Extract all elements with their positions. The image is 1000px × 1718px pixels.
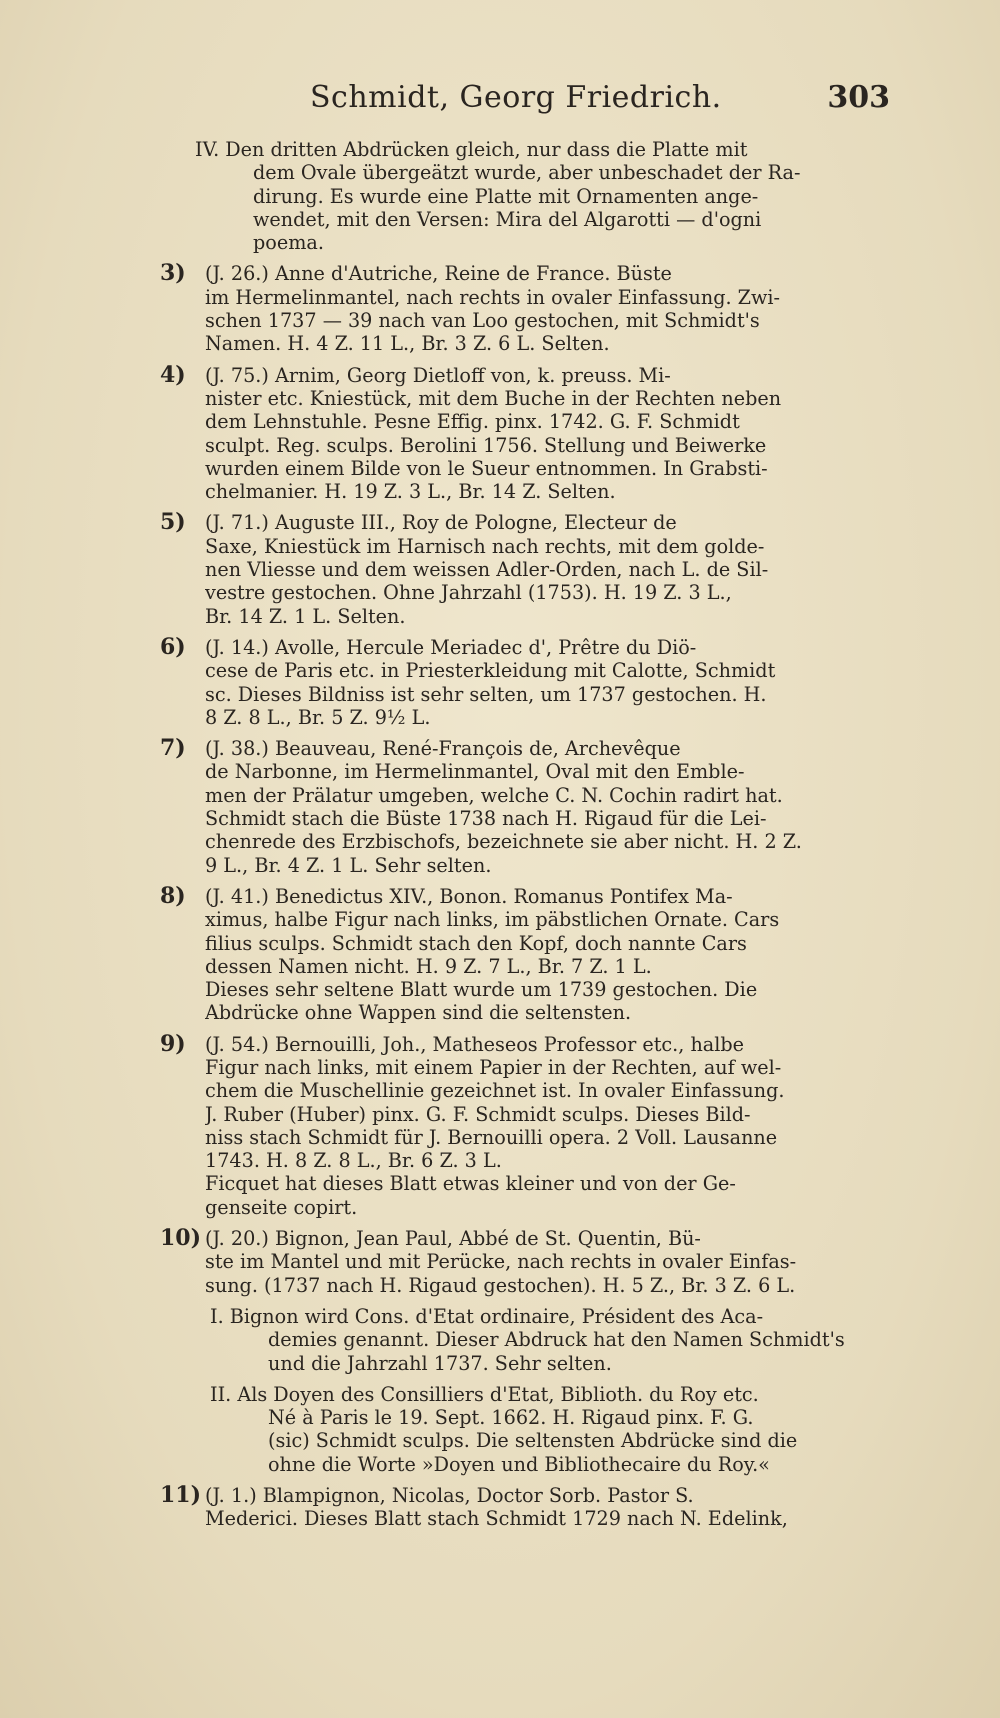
text-line: men der Prälatur umgeben, welche C. N. Cochin radirt hat. — [205, 783, 783, 807]
text-line: (J. 26.) Anne d'Autriche, Reine de France. Büste — [205, 262, 672, 286]
catalogue-entry — [160, 1030, 885, 1219]
text-line: sculpt. Reg. sculps. Berolini 1756. Stellung und Beiwerke — [205, 433, 767, 457]
text-line: Dieses sehr seltene Blatt wurde um 1739 gestochen. Die — [205, 978, 758, 1002]
text-line: Br. 14 Z. 1 L. Selten. — [205, 604, 406, 628]
text-line: ste im Mantel und mit Perücke, nach rechts in ovaler Einfas- — [205, 1250, 797, 1274]
text-line: dem Lehnstuhle. Pesne Effig. pinx. 1742. G. F. Schmidt — [205, 410, 740, 434]
text-line: (J. 20.) Bignon, Jean Paul, Abbé de St. Quentin, Bü- — [205, 1227, 701, 1251]
text-line: sung. (1737 nach H. Rigaud gestochen). H. 5 Z., Br. 3 Z. 6 L. — [205, 1273, 796, 1297]
entry-number: 6) — [160, 633, 186, 660]
text-line: dessen Namen nicht. H. 9 Z. 7 L., Br. 7 Z. 1 L. — [205, 954, 652, 978]
text-line: (J. 1.) Blampignon, Nicolas, Doctor Sorb. Pastor S. — [205, 1484, 694, 1508]
text-line: demies genannt. Dieser Abdruck hat den Namen Schmidt's — [268, 1328, 845, 1352]
catalogue-entry — [160, 633, 885, 729]
entry-number: 8) — [160, 882, 186, 909]
text-line: cese de Paris etc. in Priesterkleidung mit Calotte, Schmidt — [205, 659, 776, 683]
text-line: filius sculps. Schmidt stach den Kopf, doch nannte Cars — [205, 931, 747, 955]
text-line: (J. 54.) Bernouilli, Joh., Matheseos Professor etc., halbe — [205, 1032, 745, 1056]
catalogue-entry — [160, 511, 885, 627]
text-line: und die Jahrzahl 1737. Sehr selten. — [268, 1351, 612, 1375]
running-title: Schmidt, Georg Friedrich. — [310, 80, 722, 115]
state-description — [160, 1383, 885, 1476]
page-header — [200, 72, 890, 122]
text-line: Figur nach links, mit einem Papier in der Rechten, auf wel- — [205, 1055, 782, 1079]
text-line: dirung. Es wurde eine Platte mit Ornamenten ange- — [253, 184, 759, 208]
text-line: Saxe, Kniestück im Harnisch nach rechts, mit dem golde- — [205, 534, 765, 558]
entry-number: 4) — [160, 361, 186, 388]
catalogue-entry — [160, 882, 885, 1025]
text-line: Namen. H. 4 Z. 11 L., Br. 3 Z. 6 L. Selten. — [205, 332, 610, 356]
text-line: 8 Z. 8 L., Br. 5 Z. 9½ L. — [205, 705, 431, 729]
text-line: I. Bignon wird Cons. d'Etat ordinaire, Président des Aca- — [210, 1304, 764, 1328]
entry-number: 10) — [160, 1225, 202, 1252]
catalogue-entry — [160, 262, 885, 355]
entry-number: 3) — [160, 260, 186, 287]
text-line: poema. — [253, 231, 324, 255]
text-line: de Narbonne, im Hermelinmantel, Oval mit den Emble- — [205, 760, 745, 784]
text-line: Schmidt stach die Büste 1738 nach H. Rigaud für die Lei- — [205, 807, 767, 831]
text-line: dem Ovale übergeätzt wurde, aber unbeschadet der Ra- — [253, 161, 801, 185]
text-line: ximus, halbe Figur nach links, im päbstlichen Ornate. Cars — [205, 908, 780, 932]
text-line: 1743. H. 8 Z. 8 L., Br. 6 Z. 3 L. — [205, 1149, 502, 1173]
text-line: nen Vliesse und dem weissen Adler-Orden, nach L. de Sil- — [205, 558, 769, 582]
text-line: im Hermelinmantel, nach rechts in ovaler Einfassung. Zwi- — [205, 285, 781, 309]
text-line: (J. 41.) Benedictus XIV., Bonon. Romanus Pontifex Ma- — [205, 884, 733, 908]
text-line: nister etc. Kniestück, mit dem Buche in der Rechten neben — [205, 386, 782, 410]
text-line: II. Als Doyen des Consilliers d'Etat, Biblioth. du Roy etc. — [210, 1382, 759, 1406]
entry-number: 11) — [160, 1482, 202, 1509]
text-line: wurden einem Bilde von le Sueur entnommen. In Grabsti- — [205, 456, 768, 480]
text-line: Abdrücke ohne Wappen sind die seltensten. — [205, 1001, 632, 1025]
page-number: 303 — [827, 80, 890, 115]
text-line: (J. 71.) Auguste III., Roy de Pologne, Electeur de — [205, 511, 677, 535]
entry-number: 7) — [160, 735, 186, 762]
catalogue-text — [160, 138, 885, 1539]
text-line: wendet, mit den Versen: Mira del Algarotti — d'ogni — [253, 207, 762, 231]
text-line: IV. Den dritten Abdrücken gleich, nur dass die Platte mit — [195, 138, 748, 161]
text-line: vestre gestochen. Ohne Jahrzahl (1753). H. 19 Z. 3 L., — [205, 581, 732, 605]
catalogue-entry — [160, 1484, 885, 1531]
text-line: genseite copirt. — [205, 1195, 358, 1219]
text-line: Mederici. Dieses Blatt stach Schmidt 1729 nach N. Edelink, — [205, 1507, 788, 1531]
catalogue-entry — [160, 361, 885, 504]
text-line: chelmanier. H. 19 Z. 3 L., Br. 14 Z. Selten. — [205, 480, 616, 504]
text-line: (J. 75.) Arnim, Georg Dietloff von, k. preuss. Mi- — [205, 363, 671, 387]
text-line: niss stach Schmidt für J. Bernouilli opera. 2 Voll. Lausanne — [205, 1125, 778, 1149]
state-description — [160, 138, 885, 254]
text-line: Ficquet hat dieses Blatt etwas kleiner und von der Ge- — [205, 1172, 736, 1196]
entry-number: 5) — [160, 509, 186, 536]
text-line: sc. Dieses Bildniss ist sehr selten, um 1737 gestochen. H. — [205, 682, 767, 706]
text-line: schen 1737 — 39 nach van Loo gestochen, mit Schmidt's — [205, 309, 760, 333]
state-description — [160, 1305, 885, 1375]
text-line: (sic) Schmidt sculps. Die seltensten Abdrücke sind die — [268, 1429, 798, 1453]
text-line: ohne die Worte »Doyen und Bibliothecaire du Roy.« — [268, 1452, 770, 1476]
text-line: chem die Muschellinie gezeichnet ist. In ovaler Einfassung. — [205, 1079, 785, 1103]
text-line: chenrede des Erzbischofs, bezeichnete sie aber nicht. H. 2 Z. — [205, 830, 802, 854]
text-line: Né à Paris le 19. Sept. 1662. H. Rigaud pinx. F. G. — [268, 1406, 754, 1430]
entry-number: 9) — [160, 1030, 186, 1057]
text-line: (J. 38.) Beauveau, René-François de, Archevêque — [205, 737, 681, 761]
catalogue-entry — [160, 1227, 885, 1297]
text-line: (J. 14.) Avolle, Hercule Meriadec d', Prêtre du Diö- — [205, 635, 697, 659]
text-line: J. Ruber (Huber) pinx. G. F. Schmidt sculps. Dieses Bild- — [205, 1102, 751, 1126]
text-line: 9 L., Br. 4 Z. 1 L. Sehr selten. — [205, 853, 492, 877]
catalogue-entry — [160, 737, 885, 877]
